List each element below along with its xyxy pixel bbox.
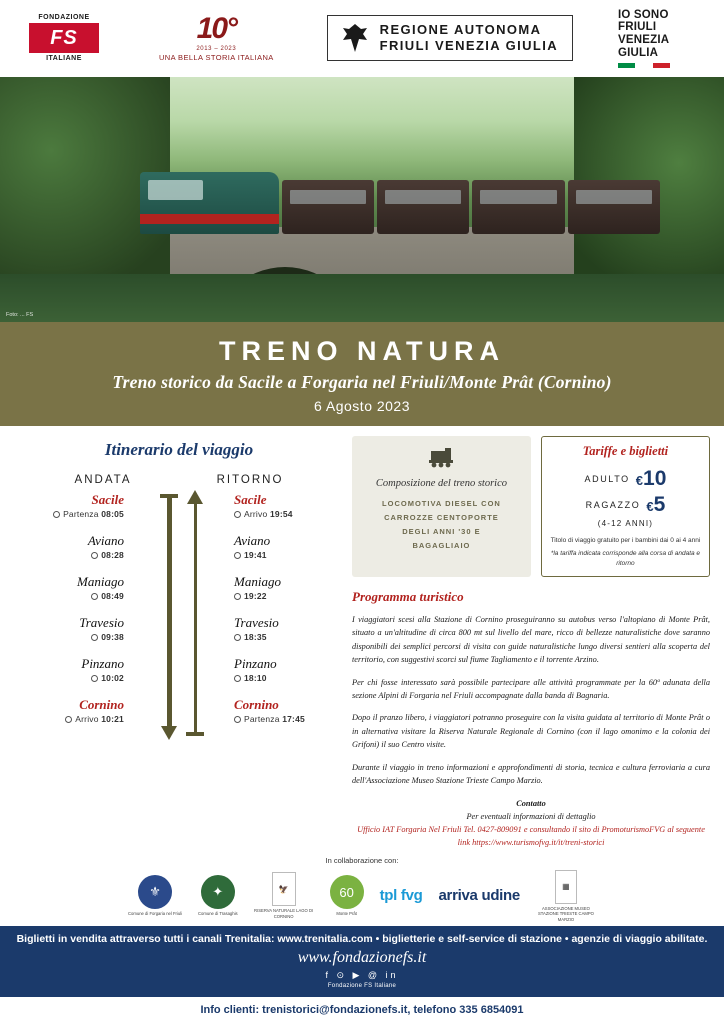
stop-time: Partenza 17:45 <box>234 714 338 724</box>
fare-age-range: (4-12 ANNI) <box>597 518 654 528</box>
partners-section <box>0 850 724 926</box>
info-column <box>352 436 710 850</box>
arriva-udine-icon: arriva udine <box>438 887 520 905</box>
riserva-cornino-icon: 🦅 <box>272 872 296 906</box>
clock-icon <box>53 511 60 518</box>
composition-item: LOCOMOTIVA DIESEL CON <box>382 498 501 508</box>
program-paragraph: Per chi fosse interessato sarà possibile partecipare alle attività programmate per la 60ª adunata della sezione Alpini di Forgaria nel Friuli accompagnate dalla banda di Bagnaria. <box>352 677 710 700</box>
stop-row <box>234 492 338 533</box>
composition-item: BAGAGLIAIO <box>412 541 471 551</box>
partner-logo-comune-trasaghis <box>198 875 238 916</box>
footer-band <box>0 926 724 997</box>
museo-trieste-icon: ▦ <box>555 870 577 904</box>
event-date: 6 Agosto 2023 <box>313 397 411 414</box>
stop-row <box>20 615 124 656</box>
schedule-table <box>14 492 344 738</box>
program-paragraph: I viaggiatori scesi alla Stazione di Cornino proseguiranno su autobus verso l'altopiano di Monte Prât, situato a un'altitudine di circa 800 mt sul livello del mare, ricco di bellezze naturalistiche dove saranno disponibili dei semplici percorsi di visita con guide naturalistiche lungo diversi sentieri alla scoperta del territorio, con suggestivi scorci sul fiume Tagliamento e il torrente Arzino. <box>352 614 710 665</box>
stop-time: 18:10 <box>234 673 338 683</box>
anniversary-years: 2013 – 2023 <box>196 46 237 53</box>
fare-price: €5 <box>646 492 666 516</box>
footer-website[interactable]: www.fondazionefs.it <box>297 949 427 966</box>
social-icons[interactable]: f ⊙ ▶ @ in <box>325 970 399 980</box>
iosono-fvg-logo <box>618 9 702 69</box>
direction-outbound-label: ANDATA <box>74 473 132 486</box>
stop-name: Pinzano <box>81 655 124 671</box>
stop-name: Aviano <box>234 532 271 548</box>
footer-info-band <box>0 997 724 1024</box>
stop-time: 19:22 <box>234 591 338 601</box>
regione-line2: FRIULI VENEZIA GIULIA <box>379 38 559 54</box>
consorzio-icon: 60 <box>330 875 364 909</box>
stop-row <box>20 492 124 533</box>
partner-logo-consorzio <box>330 875 364 916</box>
stop-name: Pinzano <box>234 655 277 671</box>
composition-title: Composizione del treno storico <box>375 477 508 489</box>
partner-caption: Monte Prât <box>336 911 357 917</box>
iosono-line4: GIULIA <box>617 46 659 59</box>
stop-time: Arrivo 10:21 <box>20 714 124 724</box>
arrow-up-cap <box>186 732 204 736</box>
arrow-down-head <box>161 726 177 740</box>
clock-icon <box>234 552 241 559</box>
fare-label: RAGAZZO <box>585 499 641 510</box>
train-illustration <box>140 172 660 234</box>
regione-fvg-logo <box>327 15 573 61</box>
stop-time: 09:38 <box>20 632 124 642</box>
page-subtitle: Treno storico da Sacile a Forgaria nel Friuli/Monte Prât (Cornino) <box>112 371 612 392</box>
partner-caption: RISERVA NATURALE LAGO DI CORNINO <box>254 908 314 919</box>
program-paragraph: Durante il viaggio in treno informazioni e approfondimenti di storia, tecnica e cultura ferroviaria a cura dell'Associazione Museo Stazione Trieste Campo Marzio. <box>352 762 710 786</box>
partners-label: In collaborazione con: <box>325 855 399 865</box>
clock-icon <box>91 634 98 641</box>
fare-row-child <box>548 493 703 517</box>
iosono-line2: FRIULI <box>617 21 657 34</box>
fares-box <box>541 436 710 577</box>
stop-name: Maniago <box>234 573 281 589</box>
stop-row <box>234 656 338 697</box>
partner-caption: ASSOCIAZIONE MUSEO STAZIONE TRIESTE CAMPO MARZIO <box>537 905 594 922</box>
contact-subheading: Per eventuali informazioni di dettaglio <box>466 811 596 821</box>
fare-label: ADULTO <box>584 473 630 484</box>
stop-time: 18:35 <box>234 632 338 642</box>
main-content <box>0 426 724 850</box>
stop-name: Travesio <box>234 614 279 630</box>
fondazione-fs-logo <box>22 14 106 62</box>
fare-price: €10 <box>635 466 667 490</box>
partner-logo-tpl-fvg <box>380 887 423 904</box>
arrow-up-head <box>187 490 203 504</box>
stops-return <box>226 492 338 738</box>
iosono-line1: IO SONO <box>617 8 669 21</box>
partner-logo-museo-trieste <box>536 870 596 922</box>
stop-name: Aviano <box>87 532 124 548</box>
social-handle: Fondazione FS Italiane <box>327 983 397 989</box>
partner-logo-arriva-udine <box>439 887 520 904</box>
stop-row <box>234 574 338 615</box>
italian-flag-icon <box>618 63 670 68</box>
direction-return-label: RITORNO <box>216 473 284 486</box>
stop-name: Maniago <box>77 573 124 589</box>
anniversary-glyph: 10° <box>196 12 237 46</box>
hero-photo <box>0 77 724 322</box>
iosono-line3: VENEZIA <box>617 33 670 46</box>
stops-outbound <box>20 492 132 738</box>
composition-item: CARROZZE CENTOPORTE <box>384 512 499 522</box>
composition-item: DEGLI ANNI '30 E <box>402 527 481 537</box>
partner-caption: Comune di Forgaria nel Friuli <box>128 911 183 917</box>
stop-name: Cornino <box>79 696 124 712</box>
composition-list <box>360 497 523 554</box>
fare-note-roundtrip: *la tariffa indicata corrisponde alla corsa di andata e ritorno <box>550 550 701 568</box>
stop-row <box>234 533 338 574</box>
header-logos <box>0 0 724 77</box>
contact-block <box>352 797 710 850</box>
arrow-up-line <box>194 498 197 732</box>
stop-time: 19:41 <box>234 550 338 560</box>
clock-icon <box>65 716 72 723</box>
stop-time: 08:49 <box>20 591 124 601</box>
stop-name: Cornino <box>234 696 279 712</box>
stop-row <box>20 533 124 574</box>
eagle-icon <box>340 21 370 55</box>
stop-row <box>20 574 124 615</box>
stop-row <box>20 656 124 697</box>
tpl-fvg-icon: tpl fvg <box>379 887 423 905</box>
footer-sales-info: Biglietti in vendita attraverso tutti i canali Trenitalia: www.trenitalia.com • biglietterie e self-service di stazione • agenzie di viaggio abilitate. <box>16 933 708 945</box>
title-band <box>0 322 724 426</box>
clock-icon <box>234 716 241 723</box>
anniversary-tagline: UNA BELLA STORIA ITALIANA <box>158 53 274 63</box>
program-paragraph: Dopo il pranzo libero, i viaggiatori potranno proseguire con la visita guidata al territorio di Monte Prât o in alternativa visitare la Riserva Naturale Regionale di Cornino (con il lago omonimo e la colonia dei Grifoni) il suo Centro visite. <box>352 713 710 750</box>
fare-row-adult <box>548 467 703 491</box>
partner-logo-riserva-cornino <box>254 872 314 919</box>
fare-note-free: Titolo di viaggio gratuito per i bambini dai 0 ai 4 anni <box>550 536 701 544</box>
stop-row <box>20 697 124 738</box>
photo-credit: Foto: ... FS <box>6 311 34 318</box>
stop-time: Arrivo 19:54 <box>234 509 338 519</box>
program-title: Programma turistico <box>352 588 464 604</box>
fares-title: Tariffe e biglietti <box>582 443 669 458</box>
partner-caption: Comune di Trasaghis <box>198 911 238 917</box>
stop-name: Sacile <box>91 491 124 507</box>
train-composition-box <box>352 436 531 577</box>
regione-line1: REGIONE AUTONOMA <box>379 22 542 38</box>
arrow-down-line <box>167 498 172 732</box>
fs-logo-bottom: ITALIANE <box>46 55 82 63</box>
fs-logo-top: FONDAZIONE <box>38 14 90 22</box>
stop-time: 08:28 <box>20 550 124 560</box>
comune-trasaghis-icon: ✦ <box>201 875 235 909</box>
itinerary-section <box>14 436 344 850</box>
anniversary-logo <box>151 14 281 62</box>
itinerary-title: Itinerario del viaggio <box>104 439 254 459</box>
fs-logo-mark: FS <box>29 23 99 53</box>
stop-time: Partenza 08:05 <box>20 509 124 519</box>
partner-logo-comune-forgaria <box>128 875 182 916</box>
regione-text <box>380 22 558 55</box>
stop-row <box>234 615 338 656</box>
clock-icon <box>91 675 98 682</box>
locomotive-icon <box>360 446 523 472</box>
stop-name: Travesio <box>79 614 124 630</box>
clock-icon <box>234 675 241 682</box>
contact-details[interactable]: Ufficio IAT Forgaria Nel Friuli Tel. 0427-809091 e consultando il sito di PromoturismoFVG al seguente link https://www.turismofvg.it/it/treni-storici <box>357 825 705 848</box>
stop-name: Sacile <box>234 491 267 507</box>
clock-icon <box>234 511 241 518</box>
comune-forgaria-icon: ⚜ <box>138 875 172 909</box>
arrow-down-cap <box>160 494 178 498</box>
contact-heading: Contatto <box>516 798 546 808</box>
clock-icon <box>234 593 241 600</box>
stop-row <box>234 697 338 738</box>
customer-info[interactable]: Info clienti: trenistorici@fondazionefs.it, telefono 335 6854091 <box>200 1004 524 1016</box>
clock-icon <box>234 634 241 641</box>
page-title: TRENO NATURA <box>219 335 505 366</box>
clock-icon <box>91 593 98 600</box>
clock-icon <box>91 552 98 559</box>
direction-arrows <box>146 492 212 738</box>
stop-time: 10:02 <box>20 673 124 683</box>
